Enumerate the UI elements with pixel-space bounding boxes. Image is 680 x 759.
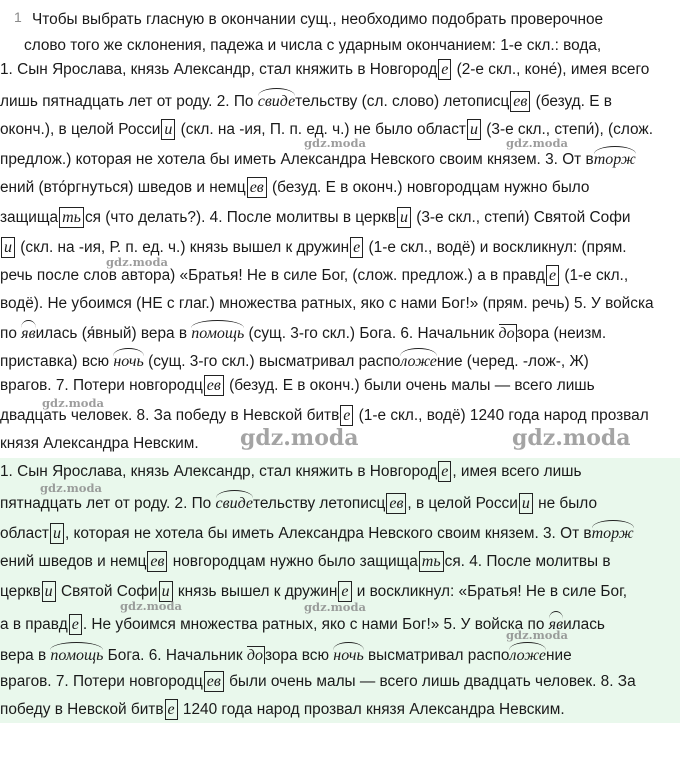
ending-box: ев <box>204 671 224 692</box>
explained-line-10: по явилась (я́вный) вера в помощь (сущ. 3-го скл.) Бога. 6. Начальник до зора (неизм. <box>0 320 606 348</box>
ending-box: е <box>546 265 559 286</box>
ending-box: е <box>69 614 82 635</box>
explained-line-13: двадцать человек. 8. За победу в Невской битв е (1-е скл., водё) 1240 года народ прозвал <box>0 407 649 424</box>
answer-line-6: а в правд е . Не убоимся множества ратных, яко с нами Бог!» 5. У войска по явилась <box>0 611 605 639</box>
watermark: gdz.moda <box>304 136 366 150</box>
watermark: gdz.moda <box>304 600 366 614</box>
watermark: gdz.moda <box>42 396 104 410</box>
explained-line-5: ений (вто́ргнуться) шведов и немц ев (безуд. Е в оконч.) новгородцам нужно было <box>0 179 590 196</box>
answer-line-3: област и , которая не хотела бы иметь Александра Невского своим князем. 3. От вторж <box>0 520 634 548</box>
answer-line-5: церкв и Святой Софи и князь вышел к дружин е и воскликнул: «Братья! Не в силе Бог, <box>0 583 628 600</box>
ending-box: е <box>165 699 178 720</box>
ending-box: ев <box>147 551 167 572</box>
ending-box: е <box>438 59 451 80</box>
root-mark: помощь <box>50 642 103 668</box>
ending-box: и <box>467 119 481 140</box>
ending-box: е <box>338 581 351 602</box>
watermark: gdz.moda <box>506 628 568 642</box>
ending-box: ть <box>419 551 444 572</box>
prefix-mark: до <box>498 325 515 342</box>
intro-line-2: слово того же склонения, падежа и числа с ударным окончанием: 1-е скл.: вода, <box>24 37 602 54</box>
root-mark: яв <box>549 611 563 637</box>
explained-line-14: князя Александра Невским. <box>0 435 199 452</box>
watermark: gdz.moda <box>106 255 168 269</box>
answer-line-9: победу в Невской битв е 1240 года народ прозвал князя Александра Невским. <box>0 701 565 718</box>
root-mark: свиде <box>216 490 253 516</box>
explained-line-4: предлож.) которая не хотела бы иметь Александра Невского своим князем. 3. От вторж <box>0 146 636 174</box>
ending-box: е <box>340 405 353 426</box>
answer-line-4: ений шведов и немц ев новгородцам нужно было защища ть ся. 4. После молитвы в <box>0 553 611 570</box>
explained-line-6: защища ть ся (что делать?). 4. После молитвы в церкв и (3-е скл., степи́) Святой Софи <box>0 209 631 226</box>
explained-line-2: лишь пятнадцать лет от роду. 2. По свидетельству (сл. слово) летописц ев (безуд. Е в <box>0 88 612 116</box>
ending-box: е <box>438 461 451 482</box>
watermark: gdz.moda <box>40 481 102 495</box>
explained-line-1: 1. Сын Ярослава, князь Александр, стал княжить в Новгород е (2-е скл., коне́), имея всего <box>0 61 650 78</box>
intro-line-1: Чтобы выбрать гласную в окончании сущ., необходимо подобрать проверочное <box>32 11 604 28</box>
task-number: 1 <box>14 9 22 25</box>
ending-box: ев <box>247 177 267 198</box>
ending-box: и <box>1 237 15 258</box>
prefix-mark: до <box>246 647 263 664</box>
explained-line-3: оконч.), в целой Росси и (скл. на -ия, П. п. ед. ч.) не было област и (3-е скл., степи́), (слож. <box>0 121 653 138</box>
root-mark: помощь <box>191 320 244 346</box>
ending-box: ть <box>59 207 84 228</box>
root-mark: ночь <box>113 348 143 374</box>
answer-line-1: 1. Сын Ярослава, князь Александр, стал княжить в Новгород е , имея всего лишь <box>0 463 582 480</box>
watermark-large: gdz.moda <box>512 425 631 451</box>
explained-line-12: врагов. 7. Потери новгородц ев (безуд. Е в оконч.) были очень малы — всего лишь <box>0 377 595 394</box>
explained-line-7: и (скл. на -ия, Р. п. ед. ч.) князь вышел к дружин е (1-е скл., водё) и воскликнул: (прям. <box>0 236 627 264</box>
root-mark: ночь <box>333 642 363 668</box>
ending-box: и <box>159 581 173 602</box>
answer-line-7: вера в помощь Бога. 6. Начальник до зора всю ночь высматривал расположение <box>0 642 572 670</box>
root-mark: ложе <box>509 642 546 668</box>
explained-line-8: речь после слов автора) «Братья! Не в силе Бог, (слож. предлож.) а в правд е (1-е скл., <box>0 267 629 284</box>
ending-box: ев <box>386 493 406 514</box>
watermark-large: gdz.moda <box>240 425 359 451</box>
ending-box: и <box>161 119 175 140</box>
ending-box: и <box>397 207 411 228</box>
watermark: gdz.moda <box>120 599 182 613</box>
ending-box: ев <box>204 375 224 396</box>
root-mark: свиде <box>258 88 295 114</box>
root-mark: торж <box>594 146 636 172</box>
explained-line-11: приставка) всю ночь (сущ. 3-го скл.) высматривал расположение (черед. -лож-, Ж) <box>0 348 589 376</box>
root-mark: яв <box>21 320 35 346</box>
root-mark: торж <box>592 520 634 546</box>
ending-box: е <box>350 237 363 258</box>
watermark: gdz.moda <box>506 136 568 150</box>
ending-box: ев <box>510 91 530 112</box>
answer-line-8: врагов. 7. Потери новгородц ев были очень малы — всего лишь двадцать человек. 8. За <box>0 673 636 690</box>
explained-line-9: водё). Не убоимся (НЕ с глаг.) множества ратных, яко с нами Бог!» (прям. речь) 5. У войска <box>0 295 654 312</box>
answer-line-2: пятнадцать лет от роду. 2. По свидетельству летописц ев , в целой Росси и не было <box>0 490 597 518</box>
ending-box: и <box>519 493 533 514</box>
ending-box: и <box>50 523 64 544</box>
root-mark: ложе <box>400 348 437 374</box>
ending-box: и <box>42 581 56 602</box>
